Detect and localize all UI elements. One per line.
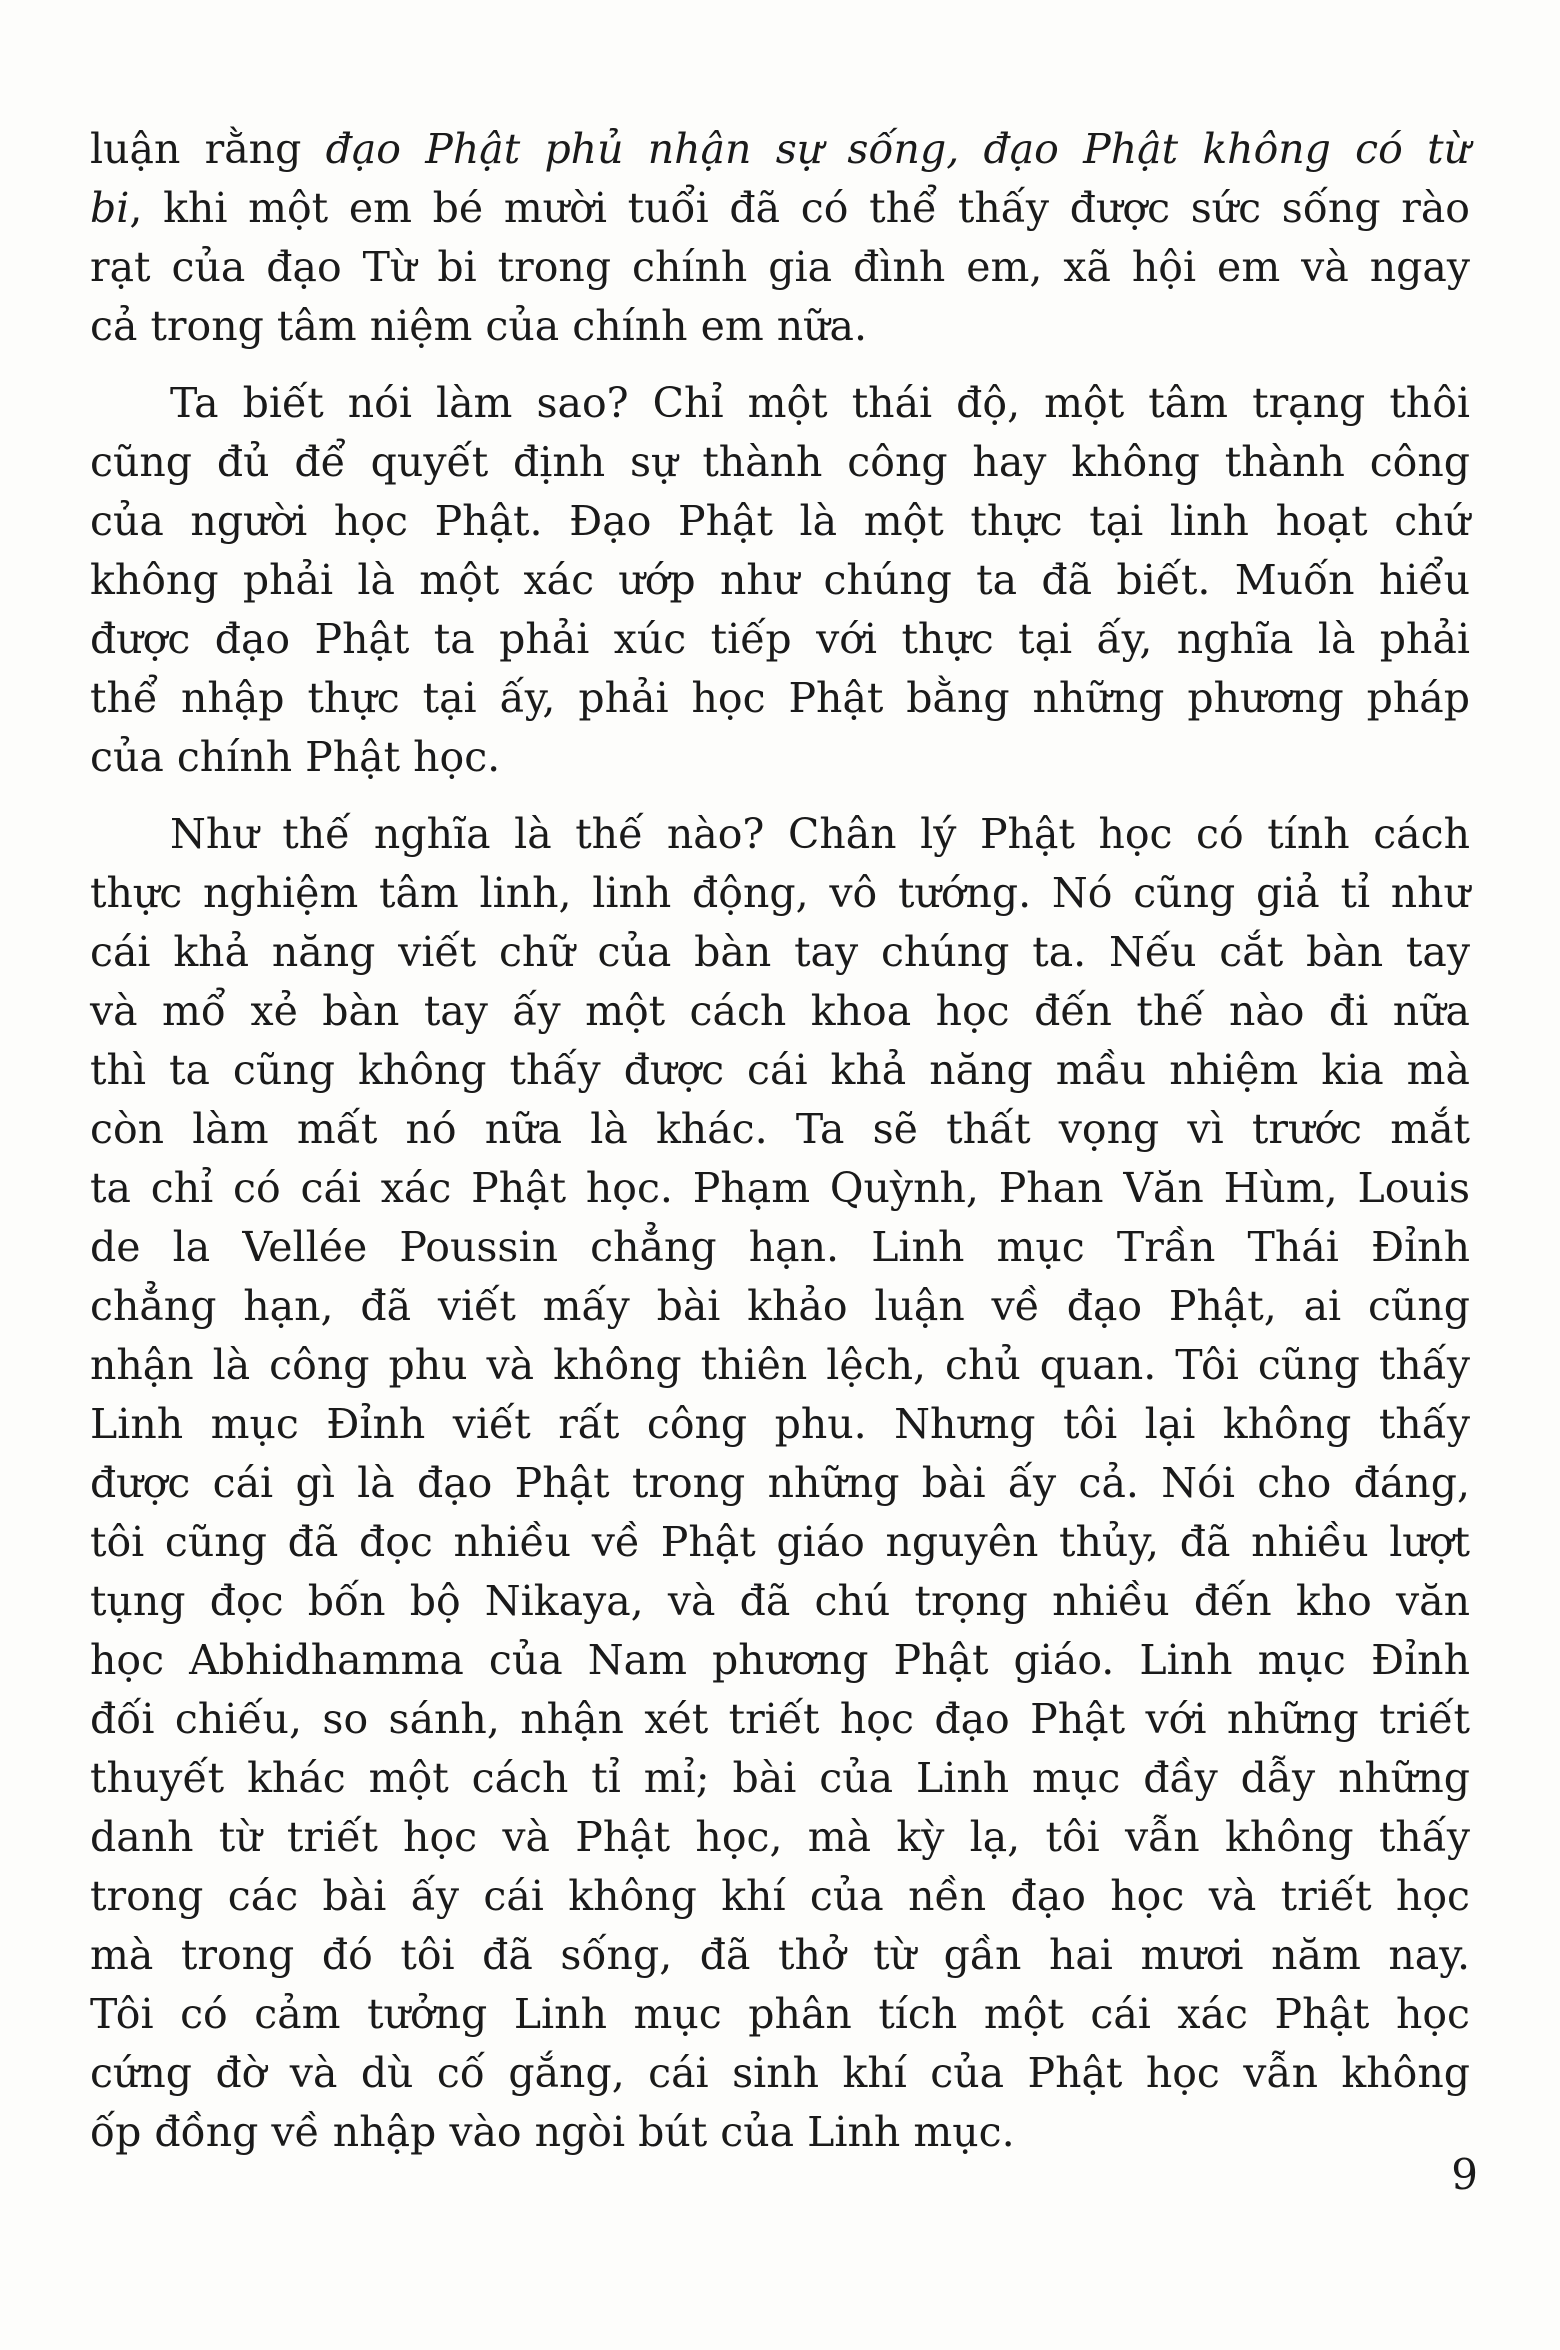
text-line: bi, khi một em bé mười tuổi đã có thể thấy được sức sống rào: [90, 184, 1470, 232]
text-line: rạt của đạo Từ bi trong chính gia đình em, xã hội em và ngay: [90, 243, 1470, 291]
text-line: không phải là một xác ướp như chúng ta đã biết. Muốn hiểu: [90, 556, 1470, 604]
text-line: thể nhập thực tại ấy, phải học Phật bằng những phương pháp: [90, 674, 1470, 722]
text-line: đối chiếu, so sánh, nhận xét triết học đạo Phật với những triết: [90, 1695, 1470, 1743]
text-line: nhận là công phu và không thiên lệch, chủ quan. Tôi cũng thấy: [90, 1341, 1470, 1389]
text-line: ta chỉ có cái xác Phật học. Phạm Quỳnh, Phan Văn Hùm, Louis: [90, 1164, 1470, 1212]
text-line: tôi cũng đã đọc nhiều về Phật giáo nguyên thủy, đã nhiều lượt: [90, 1518, 1470, 1566]
text-line: Tôi có cảm tưởng Linh mục phân tích một cái xác Phật học: [90, 1990, 1470, 2038]
text-line: cái khả năng viết chữ của bàn tay chúng ta. Nếu cắt bàn tay: [90, 928, 1470, 976]
text-line: de la Vellée Poussin chẳng hạn. Linh mục Trần Thái Đỉnh: [90, 1223, 1470, 1271]
text-line: trong các bài ấy cái không khí của nền đạo học và triết học: [90, 1872, 1470, 1920]
text-line: tụng đọc bốn bộ Nikaya, và đã chú trọng nhiều đến kho văn: [90, 1577, 1470, 1625]
page-number: 9: [1451, 2150, 1478, 2199]
text-line: cứng đờ và dù cố gắng, cái sinh khí của Phật học vẫn không: [90, 2049, 1470, 2097]
italic-phrase: đạo Phật phủ nhận sự sống, đạo Phật không có từ: [325, 125, 1470, 173]
paragraph-3: [90, 805, 1470, 2162]
body-text: [90, 120, 1470, 2162]
text-line: học Abhidhamma của Nam phương Phật giáo. Linh mục Đỉnh: [90, 1636, 1470, 1684]
text-line: cả trong tâm niệm của chính em nữa.: [90, 302, 868, 350]
text-line: còn làm mất nó nữa là khác. Ta sẽ thất vọng vì trước mắt: [90, 1105, 1470, 1153]
text-line: của người học Phật. Đạo Phật là một thực tại linh hoạt chứ: [90, 497, 1470, 545]
text-line: và mổ xẻ bàn tay ấy một cách khoa học đến thế nào đi nữa: [90, 987, 1470, 1035]
paragraph-1: [90, 120, 1470, 356]
text-line: danh từ triết học và Phật học, mà kỳ lạ, tôi vẫn không thấy: [90, 1813, 1470, 1861]
text-line: chẳng hạn, đã viết mấy bài khảo luận về đạo Phật, ai cũng: [90, 1282, 1470, 1330]
italic-phrase: bi: [90, 184, 130, 232]
text-line: Linh mục Đỉnh viết rất công phu. Nhưng tôi lại không thấy: [90, 1400, 1470, 1448]
text-line: thì ta cũng không thấy được cái khả năng mầu nhiệm kia mà: [90, 1046, 1470, 1094]
text-line: thuyết khác một cách tỉ mỉ; bài của Linh mục đầy dẫy những: [90, 1754, 1470, 1802]
text-line: cũng đủ để quyết định sự thành công hay không thành công: [90, 438, 1470, 486]
text-line: của chính Phật học.: [90, 733, 501, 781]
text-line: được cái gì là đạo Phật trong những bài ấy cả. Nói cho đáng,: [90, 1459, 1470, 1507]
text-line: Như thế nghĩa là thế nào? Chân lý Phật học có tính cách: [170, 810, 1470, 858]
text-line: mà trong đó tôi đã sống, đã thở từ gần hai mươi năm nay.: [90, 1931, 1470, 1979]
text-line: luận rằng đạo Phật phủ nhận sự sống, đạo Phật không có từ: [90, 125, 1470, 173]
text-line: Ta biết nói làm sao? Chỉ một thái độ, một tâm trạng thôi: [170, 379, 1470, 427]
text-line: ốp đồng về nhập vào ngòi bút của Linh mục.: [90, 2108, 1015, 2156]
text-line: thực nghiệm tâm linh, linh động, vô tướng. Nó cũng giả tỉ như: [90, 869, 1470, 917]
paragraph-2: [90, 374, 1470, 787]
text-line: được đạo Phật ta phải xúc tiếp với thực tại ấy, nghĩa là phải: [90, 615, 1470, 663]
